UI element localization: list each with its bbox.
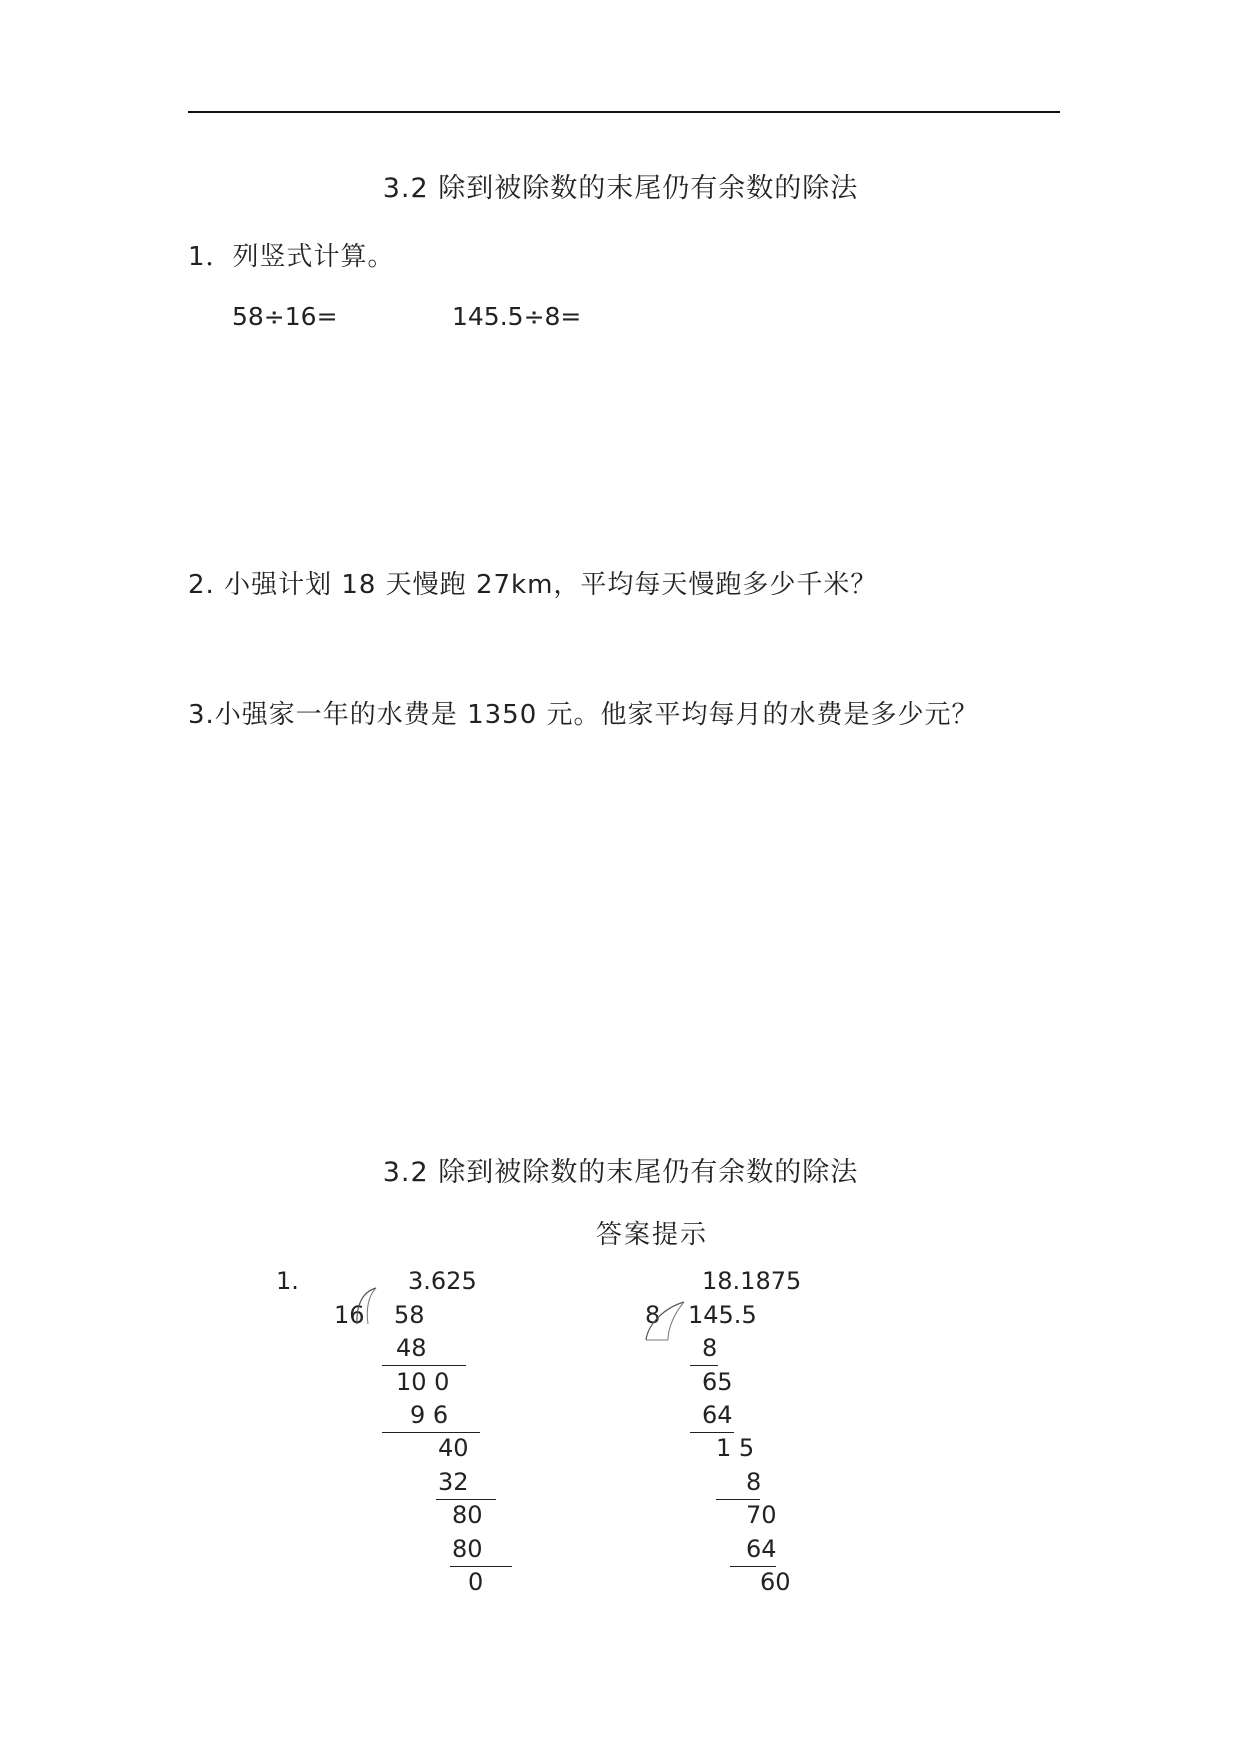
question-1-equation-1: 58÷16=	[232, 302, 338, 331]
quotient: 18.1875	[702, 1267, 802, 1295]
answer-1-label: 1.	[276, 1267, 299, 1295]
subtraction-line	[690, 1365, 718, 1366]
division-bracket	[354, 1286, 380, 1326]
step-2: 10 0	[396, 1368, 450, 1396]
subtraction-line	[436, 1499, 496, 1500]
subtraction-line	[382, 1432, 480, 1433]
subtraction-line	[690, 1432, 734, 1433]
question-1-equation-2: 145.5÷8=	[452, 302, 582, 331]
worksheet-title: 3.2 除到被除数的末尾仍有余数的除法	[382, 173, 859, 204]
subtraction-line	[450, 1566, 512, 1567]
division-bracket	[644, 1300, 686, 1342]
step-7: 64	[746, 1535, 777, 1563]
question-2: 2. 小强计划 18 天慢跑 27km，平均每天慢跑多少千米？	[188, 570, 878, 600]
step-1: 8	[702, 1334, 718, 1362]
step-7: 80	[452, 1535, 483, 1563]
step-6: 70	[746, 1501, 777, 1529]
divisor: 8	[645, 1301, 661, 1329]
step-2: 65	[702, 1368, 733, 1396]
question-3: 3.小强家一年的水费是 1350 元。他家平均每月的水费是多少元？	[188, 700, 979, 730]
dividend: 58	[394, 1301, 425, 1329]
dividend: 145.5	[688, 1301, 757, 1329]
step-6: 80	[452, 1501, 483, 1529]
answer-subtitle: 答案提示	[596, 1220, 709, 1250]
step-4: 40	[438, 1434, 469, 1462]
step-3: 64	[702, 1401, 733, 1429]
step-5: 32	[438, 1468, 469, 1496]
header-rule	[188, 111, 1060, 113]
subtraction-line	[716, 1499, 760, 1500]
answer-section-title: 3.2 除到被除数的末尾仍有余数的除法	[382, 1157, 859, 1188]
divisor: 16	[334, 1301, 365, 1329]
subtraction-line	[730, 1566, 776, 1567]
step-3: 9 6	[410, 1401, 449, 1429]
step-1: 48	[396, 1334, 427, 1362]
step-5: 8	[746, 1468, 762, 1496]
question-1-label: 1．列竖式计算。	[188, 242, 395, 272]
step-8: 0	[468, 1568, 484, 1596]
quotient: 3.625	[408, 1267, 477, 1295]
step-8: 60	[760, 1568, 791, 1596]
subtraction-line	[382, 1365, 466, 1366]
step-4: 1 5	[716, 1434, 755, 1462]
